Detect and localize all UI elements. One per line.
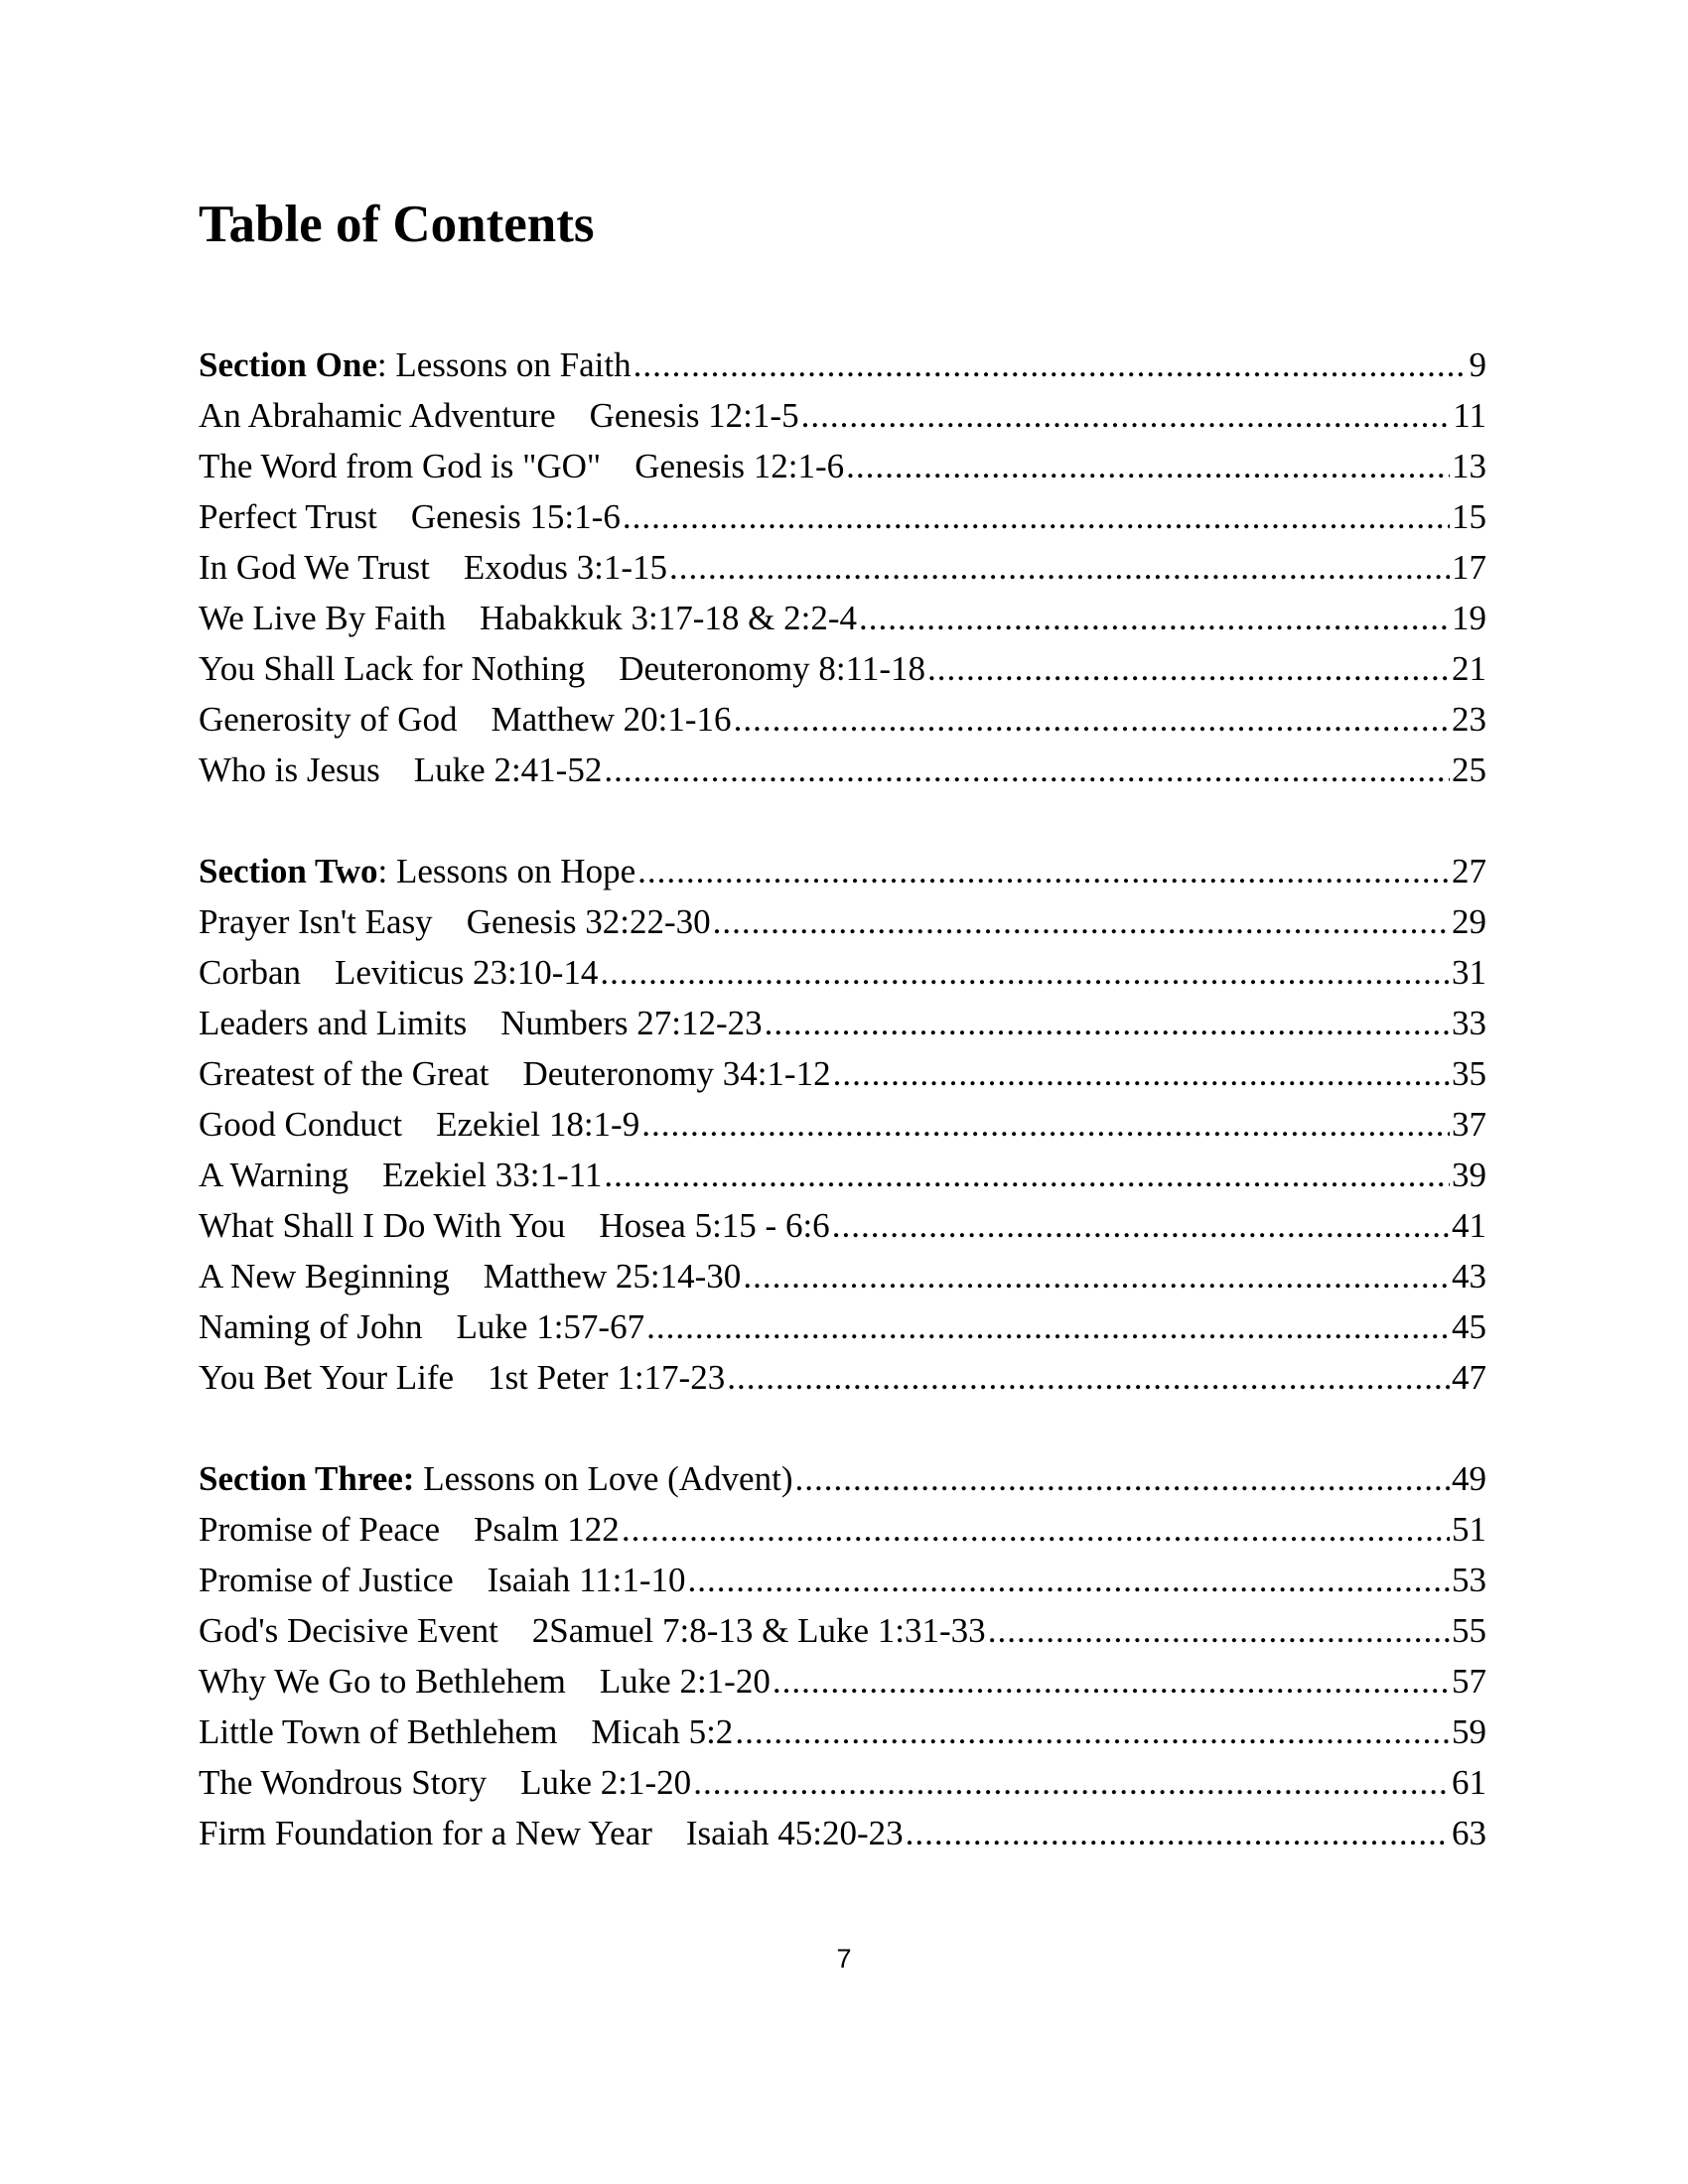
section-subtitle: Lessons on Love (Advent) [414, 1459, 793, 1498]
entry-title: In God We Trust [199, 548, 430, 587]
scripture-ref: Luke 1:57-67 [456, 1307, 645, 1346]
page-number: 11 [1453, 396, 1486, 435]
entry-title: God's Decisive Event [199, 1611, 498, 1650]
page-number: 21 [1452, 649, 1486, 688]
page-number: 59 [1452, 1712, 1486, 1751]
page-number: 25 [1452, 751, 1486, 789]
toc-section-one [199, 340, 1486, 795]
entry-title: Little Town of Bethlehem [199, 1712, 558, 1751]
page-number: 29 [1452, 902, 1486, 941]
page-number: 43 [1452, 1257, 1486, 1296]
page-number: 45 [1452, 1307, 1486, 1346]
entry-title: Corban [199, 953, 302, 992]
page-number: 9 [1469, 345, 1486, 384]
section-heading [199, 340, 1486, 390]
section-label-suffix: : [376, 345, 387, 384]
entry-title: The Wondrous Story [199, 1763, 488, 1802]
page-number: 41 [1452, 1206, 1486, 1245]
table-of-contents [199, 340, 1486, 1909]
section-subtitle: Lessons on Faith [386, 345, 632, 384]
entry-title: Greatest of the Great [199, 1054, 490, 1093]
toc-entry [199, 947, 1486, 998]
section-label: Section Three: [199, 1459, 415, 1498]
page-title: Table of Contents [199, 196, 595, 253]
scripture-ref: Genesis 12:1-6 [634, 447, 845, 485]
page-number: 15 [1452, 497, 1486, 536]
entry-title: Leaders and Limits [199, 1004, 468, 1042]
dot-leader [669, 542, 1450, 593]
entry-title: Why We Go to Bethlehem [199, 1662, 566, 1701]
scripture-ref: Ezekiel 18:1-9 [436, 1105, 640, 1144]
toc-entry [199, 694, 1486, 745]
page-number: 33 [1452, 1004, 1486, 1042]
entry-title: You Bet Your Life [199, 1358, 455, 1397]
toc-entry [199, 1555, 1486, 1605]
toc-entry [199, 491, 1486, 542]
page-number: 57 [1452, 1662, 1486, 1701]
entry-title: Perfect Trust [199, 497, 377, 536]
entry-title: Prayer Isn't Easy [199, 902, 433, 941]
scripture-ref: Genesis 15:1-6 [410, 497, 621, 536]
section-subtitle: Lessons on Hope [387, 852, 636, 890]
entry-title: We Live By Faith [199, 599, 446, 637]
page-number: 55 [1452, 1611, 1486, 1650]
entry-title: Naming of John [199, 1307, 423, 1346]
page-number: 35 [1452, 1054, 1486, 1093]
entry-title: Who is Jesus [199, 751, 380, 789]
page-number: 37 [1452, 1105, 1486, 1144]
scripture-ref: Exodus 3:1-15 [463, 548, 667, 587]
scripture-ref: Leviticus 23:10-14 [335, 953, 599, 992]
dot-leader [623, 491, 1450, 542]
dot-leader [735, 1706, 1450, 1757]
toc-entry [199, 1150, 1486, 1200]
scripture-ref: Psalm 122 [473, 1510, 620, 1549]
page-number: 13 [1452, 447, 1486, 485]
page-number: 31 [1452, 953, 1486, 992]
dot-leader [713, 896, 1450, 947]
dot-leader [927, 643, 1450, 694]
toc-entry [199, 1656, 1486, 1706]
section-heading [199, 846, 1486, 896]
page-number: 17 [1452, 548, 1486, 587]
footer-page-number: 7 [836, 1944, 852, 1974]
entry-title: A New Beginning [199, 1257, 450, 1296]
entry-title: Good Conduct [199, 1105, 403, 1144]
section-heading-text [199, 1453, 792, 1504]
toc-entry [199, 1099, 1486, 1150]
scripture-ref: Genesis 32:22-30 [466, 902, 711, 941]
scripture-ref: Isaiah 45:20-23 [685, 1814, 904, 1852]
section-heading-text [199, 340, 632, 390]
scripture-ref: 1st Peter 1:17-23 [488, 1358, 726, 1397]
dot-leader [859, 593, 1450, 643]
toc-entry [199, 896, 1486, 947]
toc-entry [199, 1706, 1486, 1757]
entry-title: A Warning [199, 1156, 350, 1194]
scripture-ref: Hosea 5:15 - 6:6 [599, 1206, 830, 1245]
page-number: 51 [1452, 1510, 1486, 1549]
dot-leader [906, 1808, 1450, 1858]
dot-leader [743, 1251, 1450, 1301]
toc-entry [199, 1605, 1486, 1656]
toc-section-three [199, 1453, 1486, 1858]
page-number: 53 [1452, 1561, 1486, 1599]
scripture-ref: Isaiah 11:1-10 [487, 1561, 686, 1599]
entry-title: You Shall Lack for Nothing [199, 649, 586, 688]
toc-entry [199, 1504, 1486, 1555]
toc-entry [199, 1757, 1486, 1808]
page-number: 63 [1452, 1814, 1486, 1852]
scripture-ref: Habakkuk 3:17-18 & 2:2-4 [479, 599, 858, 637]
toc-entry [199, 390, 1486, 441]
toc-entry [199, 542, 1486, 593]
entry-title: An Abrahamic Adventure [199, 396, 556, 435]
section-label: Section One [199, 345, 377, 384]
scripture-ref: Micah 5:2 [591, 1712, 734, 1751]
scripture-ref: Genesis 12:1-5 [589, 396, 799, 435]
dot-leader [801, 390, 1452, 441]
toc-entry [199, 1352, 1486, 1403]
toc-entry [199, 441, 1486, 491]
page-number: 61 [1452, 1763, 1486, 1802]
toc-entry [199, 1808, 1486, 1858]
dot-leader [727, 1352, 1450, 1403]
dot-leader [637, 846, 1450, 896]
entry-title: Firm Foundation for a New Year [199, 1814, 652, 1852]
page-number: 19 [1452, 599, 1486, 637]
page-number: 23 [1452, 700, 1486, 739]
dot-leader [833, 1048, 1450, 1099]
page-number: 27 [1452, 852, 1486, 890]
dot-leader [693, 1757, 1450, 1808]
scripture-ref: Deuteronomy 8:11-18 [619, 649, 925, 688]
toc-entry [199, 1251, 1486, 1301]
entry-title: The Word from God is "GO" [199, 447, 602, 485]
toc-entry [199, 998, 1486, 1048]
dot-leader [765, 998, 1450, 1048]
scripture-ref: Luke 2:1-20 [520, 1763, 692, 1802]
dot-leader [794, 1453, 1450, 1504]
section-heading-text [199, 846, 635, 896]
page-number: 39 [1452, 1156, 1486, 1194]
entry-title: Promise of Justice [199, 1561, 454, 1599]
dot-leader [773, 1656, 1450, 1706]
dot-leader [832, 1200, 1450, 1251]
toc-entry [199, 1048, 1486, 1099]
toc-section-two [199, 846, 1486, 1403]
section-label-suffix: : [377, 852, 388, 890]
toc-entry [199, 1200, 1486, 1251]
entry-title: What Shall I Do With You [199, 1206, 566, 1245]
dot-leader [846, 441, 1450, 491]
toc-entry [199, 593, 1486, 643]
dot-leader [604, 745, 1450, 795]
dot-leader [734, 694, 1450, 745]
entry-title: Promise of Peace [199, 1510, 440, 1549]
dot-leader [688, 1555, 1450, 1605]
toc-entry [199, 745, 1486, 795]
page-number: 49 [1452, 1459, 1486, 1498]
section-heading [199, 1453, 1486, 1504]
dot-leader [604, 1150, 1450, 1200]
scripture-ref: Matthew 20:1-16 [491, 700, 732, 739]
dot-leader [641, 1099, 1450, 1150]
entry-title: Generosity of God [199, 700, 458, 739]
dot-leader [633, 340, 1468, 390]
scripture-ref: Luke 2:41-52 [413, 751, 603, 789]
section-label: Section Two [199, 852, 378, 890]
dot-leader [646, 1301, 1450, 1352]
dot-leader [600, 947, 1450, 998]
scripture-ref: Deuteronomy 34:1-12 [522, 1054, 831, 1093]
scripture-ref: Numbers 27:12-23 [500, 1004, 763, 1042]
toc-entry [199, 1301, 1486, 1352]
dot-leader [622, 1504, 1450, 1555]
dot-leader [988, 1605, 1450, 1656]
scripture-ref: Matthew 25:14-30 [483, 1257, 742, 1296]
scripture-ref: Luke 2:1-20 [599, 1662, 771, 1701]
scripture-ref: Ezekiel 33:1-11 [382, 1156, 603, 1194]
scripture-ref: 2Samuel 7:8-13 & Luke 1:31-33 [531, 1611, 986, 1650]
toc-entry [199, 643, 1486, 694]
page-number: 47 [1452, 1358, 1486, 1397]
